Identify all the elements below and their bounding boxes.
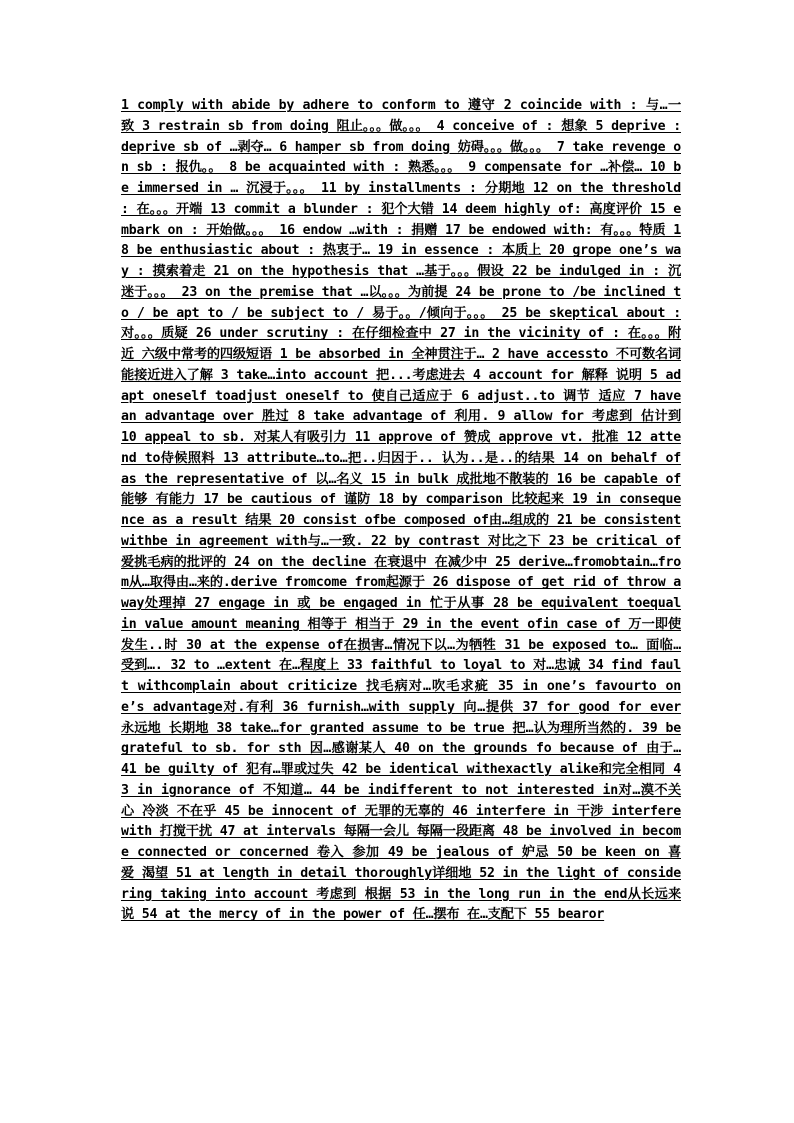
body-text: 1 comply with abide by adhere to conform to 遵守 2 coincide with : 与…一致 3 restrain sb from doing 阻止。。。做。。。 4 conceive of : 想象 5 deprive : deprive sb of …剥夺… 6 hamper sb from doing 妨碍。。。做。。。 7 take revenge on sb : 报仇。。 8 be acquainted with : 熟悉。。。 9 compensate for …补偿… 10 be immersed in … 沉浸于。。。 11 by installments : 分期地 12 on the threshold : 在。。。开端 13 commit a blunder : 犯个大错 14 deem highly of: 高度评价 15 embark on : 开始做。。。 16 endow …with : 捐赠 17 be endowed with: 有。。。特质 18 be enthusiastic about : 热衷于… 19 in essence : 本质上 20 grope one’s way : 摸索着走 21 on the hypothesis that …基于。。。假设 22 be indulged in : 沉迷于。。。 23 on the premise that …以。。。为前提 24 be prone to /be inclined to / be apt to / be subject to / 易于。。/倾向于。。。 25 be skeptical about : 对。。。质疑 26 under scrutiny : 在仔细检查中 27 in the vicinity of : 在。。。附近 六级中常考的四级短语 1 be absorbed in 全神贯注于… 2 have accessto 不可数名词 能接近进入了解 3 take…into account 把...考虑进去 4 account for 解释 说明 5 adapt oneself toadjust oneself to 使自己适应于 6 adjust..to 调节 适应 7 have an advantage over 胜过 8 take advantage of 利用. 9 allow for 考虑到 估计到 10 appeal to sb. 对某人有吸引力 11 approve of 赞成 approve vt. 批准 12 attend to侍候照料 13 attribute…to…把..归因于.. 认为..是..的结果 14 on behalf of as the representative of 以…名义 15 in bulk 成批地不散装的 16 be capable of 能够 有能力 17 be cautious of 谨防 18 by comparison 比较起来 19 in consequence as a result 结果 20 consist ofbe composed of由…组成的 21 be consistent withbe in agreement with与…一致. 22 by contrast 对比之下 23 be critical of 爱挑毛病的批评的 24 on the decline 在衰退中 在减少中 25 derive…fromobtain…from从…取得由…来的.derive fromcome from起源于 26 dispose of get rid of throw away处理掉 27 engage in 或 be engaged in 忙于从事 28 be equivalent toequal in value amount meaning 相等于 相当于 29 in the event ofin case of 万一即使发生..时 30 at the expense of在损害…情况下以…为牺牲 31 be exposed to… 面临… 受到…. 32 to …extent 在…程度上 33 faithful to loyal to 对…忠诚 34 find fault withcomplain about criticize 找毛病对…吹毛求疵 35 in one’s favourto one’s advantage对.有利 36 furnish…with supply 向…提供 37 for good for ever 永远地 长期地 38 take…for granted assume to be true 把…认为理所当然的. 39 be grateful to sb. for sth 因…感谢某人 40 on the grounds fo because of 由于… 41 be guilty of 犯有…罪或过失 42 be identical withexactly alike和完全相同 43 in ignorance of 不知道… 44 be indifferent to not interested in对…漠不关心 冷淡 不在乎 45 be innocent of 无罪的无辜的 46 interfere in 干涉 interfere with 打搅干扰 47 at intervals 每隔一会儿 每隔一段距离 48 be involved in become connected or concerned 卷入 参加 49 be jealous of 妒忌 50 be keen on 喜爱 渴望 51 at length in detail thoroughly详细地 52 in the light of considering taking into account 考虑到 根据 53 in the long run in the end从长远来说 54 at the mercy of in the power of 任…摆布 在…支配下 55 bearor — [121, 98, 681, 923]
